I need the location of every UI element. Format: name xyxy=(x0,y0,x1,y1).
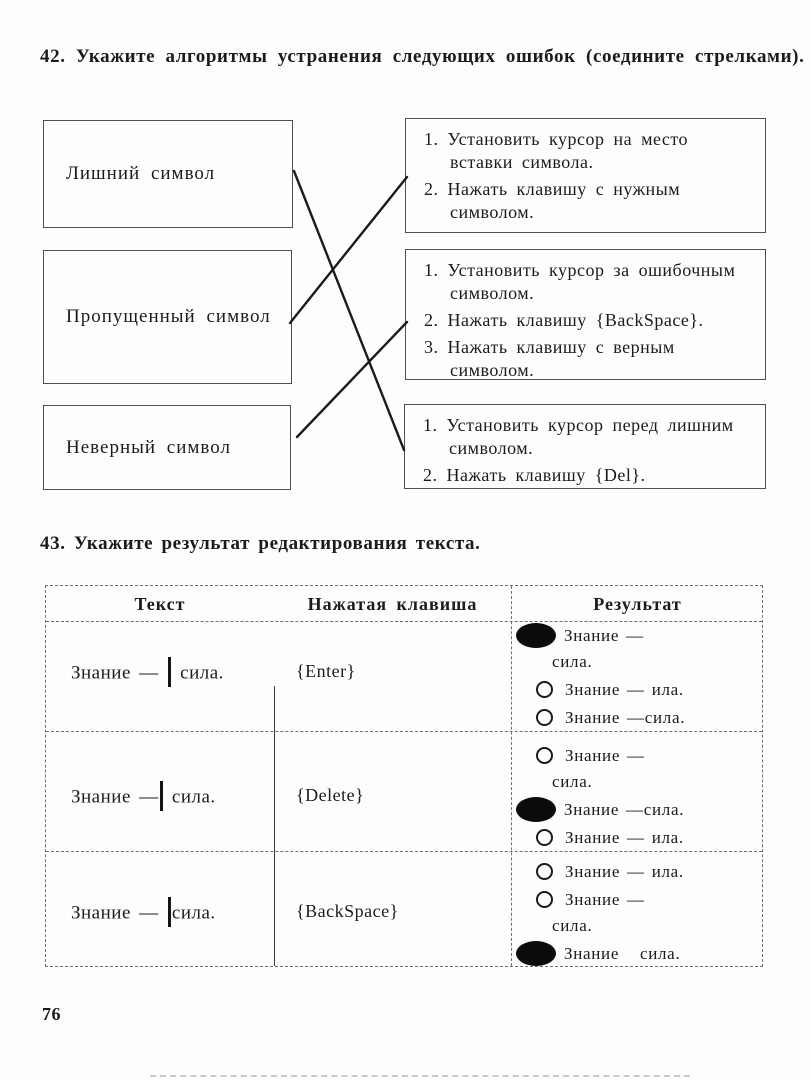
step-number: 3. xyxy=(424,337,439,357)
column-header-text: Текст xyxy=(134,594,186,614)
option-text: Знание — xyxy=(564,625,644,645)
radio-filled-icon xyxy=(516,623,556,648)
text-cell xyxy=(71,659,271,689)
result-option xyxy=(516,825,760,850)
option-text: Знание —сила. xyxy=(565,707,686,727)
algorithm-step xyxy=(424,259,757,305)
step-text: Установить курсор за ошибочным символом. xyxy=(447,260,736,303)
radio-empty-icon xyxy=(536,747,553,764)
result-option xyxy=(516,859,760,884)
text-before-cursor: Знание — xyxy=(71,902,167,924)
page-number: 76 xyxy=(42,1004,61,1024)
text-cell xyxy=(71,783,271,813)
exercise-43-number: 43. xyxy=(40,533,66,554)
option-text: Знание —сила. xyxy=(564,799,685,819)
option-text: Знание — ила. xyxy=(565,861,684,881)
text-cursor-bar xyxy=(168,897,171,927)
step-number: 2. xyxy=(423,465,438,485)
step-number: 1. xyxy=(423,415,438,435)
error-box-label: Лишний символ xyxy=(66,163,216,184)
table-row xyxy=(46,621,762,731)
algorithm-step xyxy=(424,336,757,382)
result-option xyxy=(516,887,760,912)
step-text: Нажать клавишу с верным символом. xyxy=(447,337,675,380)
key-cell: {BackSpace} xyxy=(296,901,399,921)
radio-empty-icon xyxy=(536,891,553,908)
key-cell: {Delete} xyxy=(296,785,365,805)
radio-empty-icon xyxy=(536,863,553,880)
connection-line xyxy=(294,171,404,450)
connection-line xyxy=(290,177,407,323)
step-text: Установить курсор перед лишним символом. xyxy=(446,415,734,458)
step-number: 2. xyxy=(424,179,439,199)
column-header-key: Нажатая клавиша xyxy=(307,594,478,614)
text-after-cursor: сила. xyxy=(171,902,216,924)
algorithm-step xyxy=(424,178,757,224)
option-text-line2: сила. xyxy=(552,772,593,791)
error-box-extra-symbol xyxy=(43,120,293,228)
text-after-cursor: сила. xyxy=(163,786,216,808)
scan-artifact-line xyxy=(150,1075,690,1077)
step-number: 1. xyxy=(424,129,439,149)
result-option xyxy=(516,705,760,730)
table-row xyxy=(46,731,762,851)
error-box-label: Пропущенный символ xyxy=(66,306,271,327)
option-text-line2: сила. xyxy=(552,916,593,935)
error-box-missing-symbol xyxy=(43,250,292,384)
result-cell xyxy=(516,743,760,853)
exercise-43-title xyxy=(40,531,810,557)
algorithm-box-delete xyxy=(404,404,766,489)
result-option xyxy=(516,623,760,648)
text-cursor-bar xyxy=(168,657,171,687)
key-cell: {Enter} xyxy=(296,661,356,681)
option-text: Знание — ила. xyxy=(565,827,684,847)
step-text: Нажать клавишу {Del}. xyxy=(446,465,646,485)
radio-empty-icon xyxy=(536,681,553,698)
exercise-42-number: 42. xyxy=(40,46,66,67)
step-number: 1. xyxy=(424,260,439,280)
exercise-42-title xyxy=(40,44,810,70)
result-option xyxy=(516,743,760,768)
result-cell xyxy=(516,623,760,733)
result-cell xyxy=(516,859,760,969)
text-before-cursor: Знание — xyxy=(71,786,159,808)
algorithm-box-insert xyxy=(405,118,766,233)
radio-filled-icon xyxy=(516,941,556,966)
text-before-cursor: Знание — xyxy=(71,662,167,684)
option-text-line2: сила. xyxy=(552,652,593,671)
step-text: Установить курсор на место вставки символа. xyxy=(447,129,689,172)
option-text: Знание — xyxy=(565,889,645,909)
error-box-wrong-symbol xyxy=(43,405,291,490)
option-text: Знание — xyxy=(565,745,645,765)
step-text: Нажать клавишу {BackSpace}. xyxy=(447,310,704,330)
text-cell xyxy=(71,899,271,929)
algorithm-step xyxy=(424,128,757,174)
option-text: Знание сила. xyxy=(564,943,681,963)
error-box-label: Неверный символ xyxy=(66,436,231,458)
option-text: Знание — ила. xyxy=(565,679,684,699)
algorithm-box-backspace xyxy=(405,249,766,380)
result-option xyxy=(516,677,760,702)
radio-filled-icon xyxy=(516,797,556,822)
result-option xyxy=(516,941,760,966)
text-after-cursor: сила. xyxy=(171,662,224,684)
algorithm-step xyxy=(423,414,757,460)
exercise-42-prompt: Укажите алгоритмы устранения следующих ошибок (соедините стрелками). xyxy=(75,46,805,67)
algorithm-step xyxy=(423,464,757,487)
radio-empty-icon xyxy=(536,709,553,726)
result-option xyxy=(516,797,760,822)
editing-results-table xyxy=(45,585,763,967)
text-cursor-bar xyxy=(160,781,163,811)
table-row xyxy=(46,851,762,968)
exercise-43-prompt: Укажите результат редактирования текста. xyxy=(73,533,481,554)
algorithm-step xyxy=(424,309,757,332)
radio-empty-icon xyxy=(536,829,553,846)
step-text: Нажать клавишу с нужным символом. xyxy=(447,179,681,222)
column-header-result: Результат xyxy=(593,594,682,614)
connection-line xyxy=(297,322,407,437)
step-number: 2. xyxy=(424,310,439,330)
